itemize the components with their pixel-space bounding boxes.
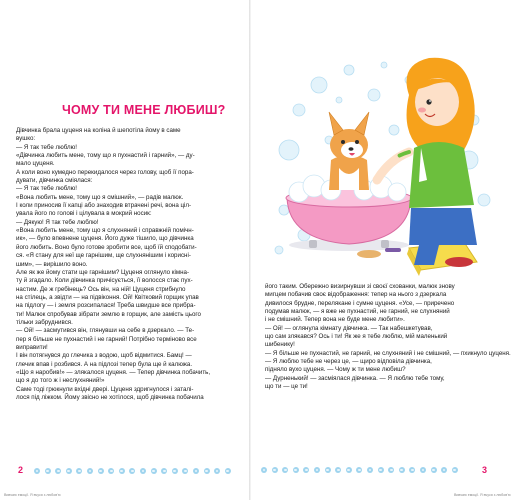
text-line: що сам злякався? Ось і ти! Як же я тебе люблю, мій маленький [265, 333, 448, 341]
bubble-dot-icon [76, 468, 82, 474]
bubble-dot-icon [420, 467, 426, 473]
bubble-dot-icon [66, 468, 72, 474]
bubble-dot-icon [193, 468, 199, 474]
bubble-dot-icon [293, 467, 299, 473]
text-line: — Ой! — засмутився він, глянувши на себе в дзеркало. — Те- [16, 327, 195, 335]
text-line: — Я люблю тебе не через це, — щиро відповіла дівчинка, [265, 358, 432, 366]
bubble-dot-icon [161, 468, 167, 474]
soap-dish [357, 250, 381, 258]
bubble-dot-icon [98, 468, 104, 474]
text-line: шим», — вирішило воно. [16, 260, 88, 268]
text-line: «Дівчинка любить мене, тому що я пухнастий і гарний», — ду- [16, 152, 195, 160]
bubble-dot-icon [399, 467, 405, 473]
text-line: що ти — це ти! [265, 383, 308, 391]
bubble-dot-icon [45, 468, 51, 474]
text-line: Саме тоді грюкнули вхідні двері. Цуценя здригнулося і заталі- [16, 385, 194, 393]
bubble-dot-icon [388, 467, 394, 473]
text-line: пер я більше не пухнастий і не гарний! Потрібно терміново все [16, 335, 197, 343]
text-line: ик», — було впевнене цуценя. Його дуже тішило, що дівчинка [16, 235, 194, 243]
text-line: мало цуценя. [16, 160, 55, 168]
text-line: ти! Малюк спробував зібрати землю в горщик, але замість цього [16, 310, 201, 318]
bubble-dot-icon [261, 467, 267, 473]
text-line: лося під ліжком. Йому звісно не хотілося, щоб дівчинка побачила [16, 394, 204, 401]
text-line: подумав малюк, — я вже не пухнастий, не гарний, не слухняний [265, 308, 450, 316]
text-line: — Я більше не пухнастий, не гарний, не слухняний і не смішний, — пхикнуло цуценя. [265, 349, 511, 357]
bubble-dot-icon [272, 467, 278, 473]
bubble-dot-icon [129, 468, 135, 474]
footer-left: Вивчаю емоції. Я вчуся з любов'ю [4, 493, 61, 497]
text-line: шибенику! [265, 341, 295, 349]
page-number-right: 3 [482, 465, 488, 475]
text-line: — Я так тебе люблю! [16, 185, 77, 193]
bubble-dot-icon [214, 468, 220, 474]
illustration-girl-washing-puppy [259, 40, 495, 282]
text-line: — Ой! — оглянула кімнату дівчинка. — Так набешкетував, [265, 324, 433, 332]
text-line: — Я так тебе люблю! [16, 143, 77, 151]
text-line: підняло вухо цуценя. — Чому ж ти мене любиш? [265, 366, 406, 374]
bubble-dot-icon [55, 468, 61, 474]
text-line: виправити! [16, 343, 48, 351]
decorative-bubble-row-left [34, 468, 231, 474]
puppy [329, 112, 369, 190]
text-line: Але як же йому стати ще гарнішим? Цуценя оглянуло кімна- [16, 268, 190, 276]
bubble-dot-icon [151, 468, 157, 474]
bubble-dot-icon [172, 468, 178, 474]
text-line: мигцем побачив своє відображення: тепер на нього з дзеркала [265, 291, 447, 299]
text-line: А коли воно кумедно перекидалося через голову, щоб її пора- [16, 168, 194, 176]
text-line: глечик впав і розбився. А на підлозі тепер була ще й калюжа. [16, 360, 193, 368]
bubble-dot-icon [335, 467, 341, 473]
bubble-dot-icon [367, 467, 373, 473]
bubble-dot-icon [34, 468, 40, 474]
text-line: його любить. Воно було готове зробити все, щоб їй сподобати- [16, 243, 197, 251]
story-title: ЧОМУ ТИ МЕНЕ ЛЮБИШ? [62, 103, 226, 117]
bubble-dot-icon [441, 467, 447, 473]
bubble-dot-icon [204, 468, 210, 474]
text-line: дувати, дівчинка сміялася: [16, 177, 93, 185]
bubble-dot-icon [431, 467, 437, 473]
bubble-dot-icon [282, 467, 288, 473]
right-page [251, 0, 511, 500]
bubble-dot-icon [303, 467, 309, 473]
decorative-bubble-row-right [261, 467, 458, 473]
text-line: «Вона любить мене, тому що я смішний», — радів малюк. [16, 193, 184, 201]
bubble-dot-icon [108, 468, 114, 474]
right-story-text [265, 283, 511, 391]
text-line: — Дякую! Я так тебе люблю! [16, 218, 99, 226]
text-line: — Дурненький! — засміялася дівчинка. — Я люблю тебе тому, [265, 374, 445, 382]
bubble-dot-icon [356, 467, 362, 473]
bubble-dot-icon [325, 467, 331, 473]
text-line: І коли приносив її капці або знаходив втрачені речі, вона ціл- [16, 202, 192, 210]
text-line: що я до того ж і неслухняний!» [16, 377, 105, 385]
bubble-dot-icon [119, 468, 125, 474]
text-line: його таким. Обережно визирнувши зі своєї схованки, малюк знову [265, 283, 455, 290]
text-line: на підлогу — і земля розсипалася! Треба швидше все прибра- [16, 302, 196, 310]
text-line: на стілець, а звідти — на підвіконня. Ой! Квітковий горщик упав [16, 293, 199, 301]
text-line: «Вона любить мене, тому що я слухняний і справжній помічн- [16, 227, 194, 235]
text-line: і не смішний. Тепер вона не буде мене любити». [265, 316, 405, 324]
page-number-left: 2 [18, 465, 24, 475]
bubble-dot-icon [452, 467, 458, 473]
text-line: вушко: [16, 135, 36, 143]
bubble-dot-icon [314, 467, 320, 473]
bubble-dot-icon [346, 467, 352, 473]
girl [375, 58, 477, 267]
bubble-dot-icon [182, 468, 188, 474]
left-page [0, 0, 250, 500]
text-line: дивилося брудне, перелякане і сумне цуценя. «Усе, — приречено [265, 299, 455, 307]
text-line: тільки забруднився. [16, 318, 73, 326]
text-line: «Що я наробив!» — злякалося цуценя. — Тепер дівчинка побачить, [16, 368, 211, 376]
left-story-text [16, 127, 240, 402]
text-line: ту й згадало. Коли дівчинка причісується, її волосся стає пух- [16, 277, 193, 285]
text-line: Дівчинка брала цуценя на коліна й шепотіла йому в саме [16, 127, 181, 134]
bubble-dot-icon [378, 467, 384, 473]
text-line: ся. «Я стану для неї ще гарнішим, ще слухнянішим і корисні- [16, 252, 191, 260]
text-line: настим. Де ж гребінець? Ось він, на ній! Цуценя стрибнуло [16, 285, 186, 293]
text-line: увала його по голові і цілувала в мокрий носик: [16, 210, 152, 218]
bubble-dot-icon [140, 468, 146, 474]
bubble-dot-icon [409, 467, 415, 473]
text-line: І він потягнувся до глечика з водою, щоб відмитися. Бамц! — [16, 352, 192, 360]
bubble-dot-icon [87, 468, 93, 474]
footer-right: Вивчаю емоції. Я вчуся з любов'ю [454, 493, 511, 497]
brush [385, 248, 401, 252]
bubble-dot-icon [225, 468, 231, 474]
